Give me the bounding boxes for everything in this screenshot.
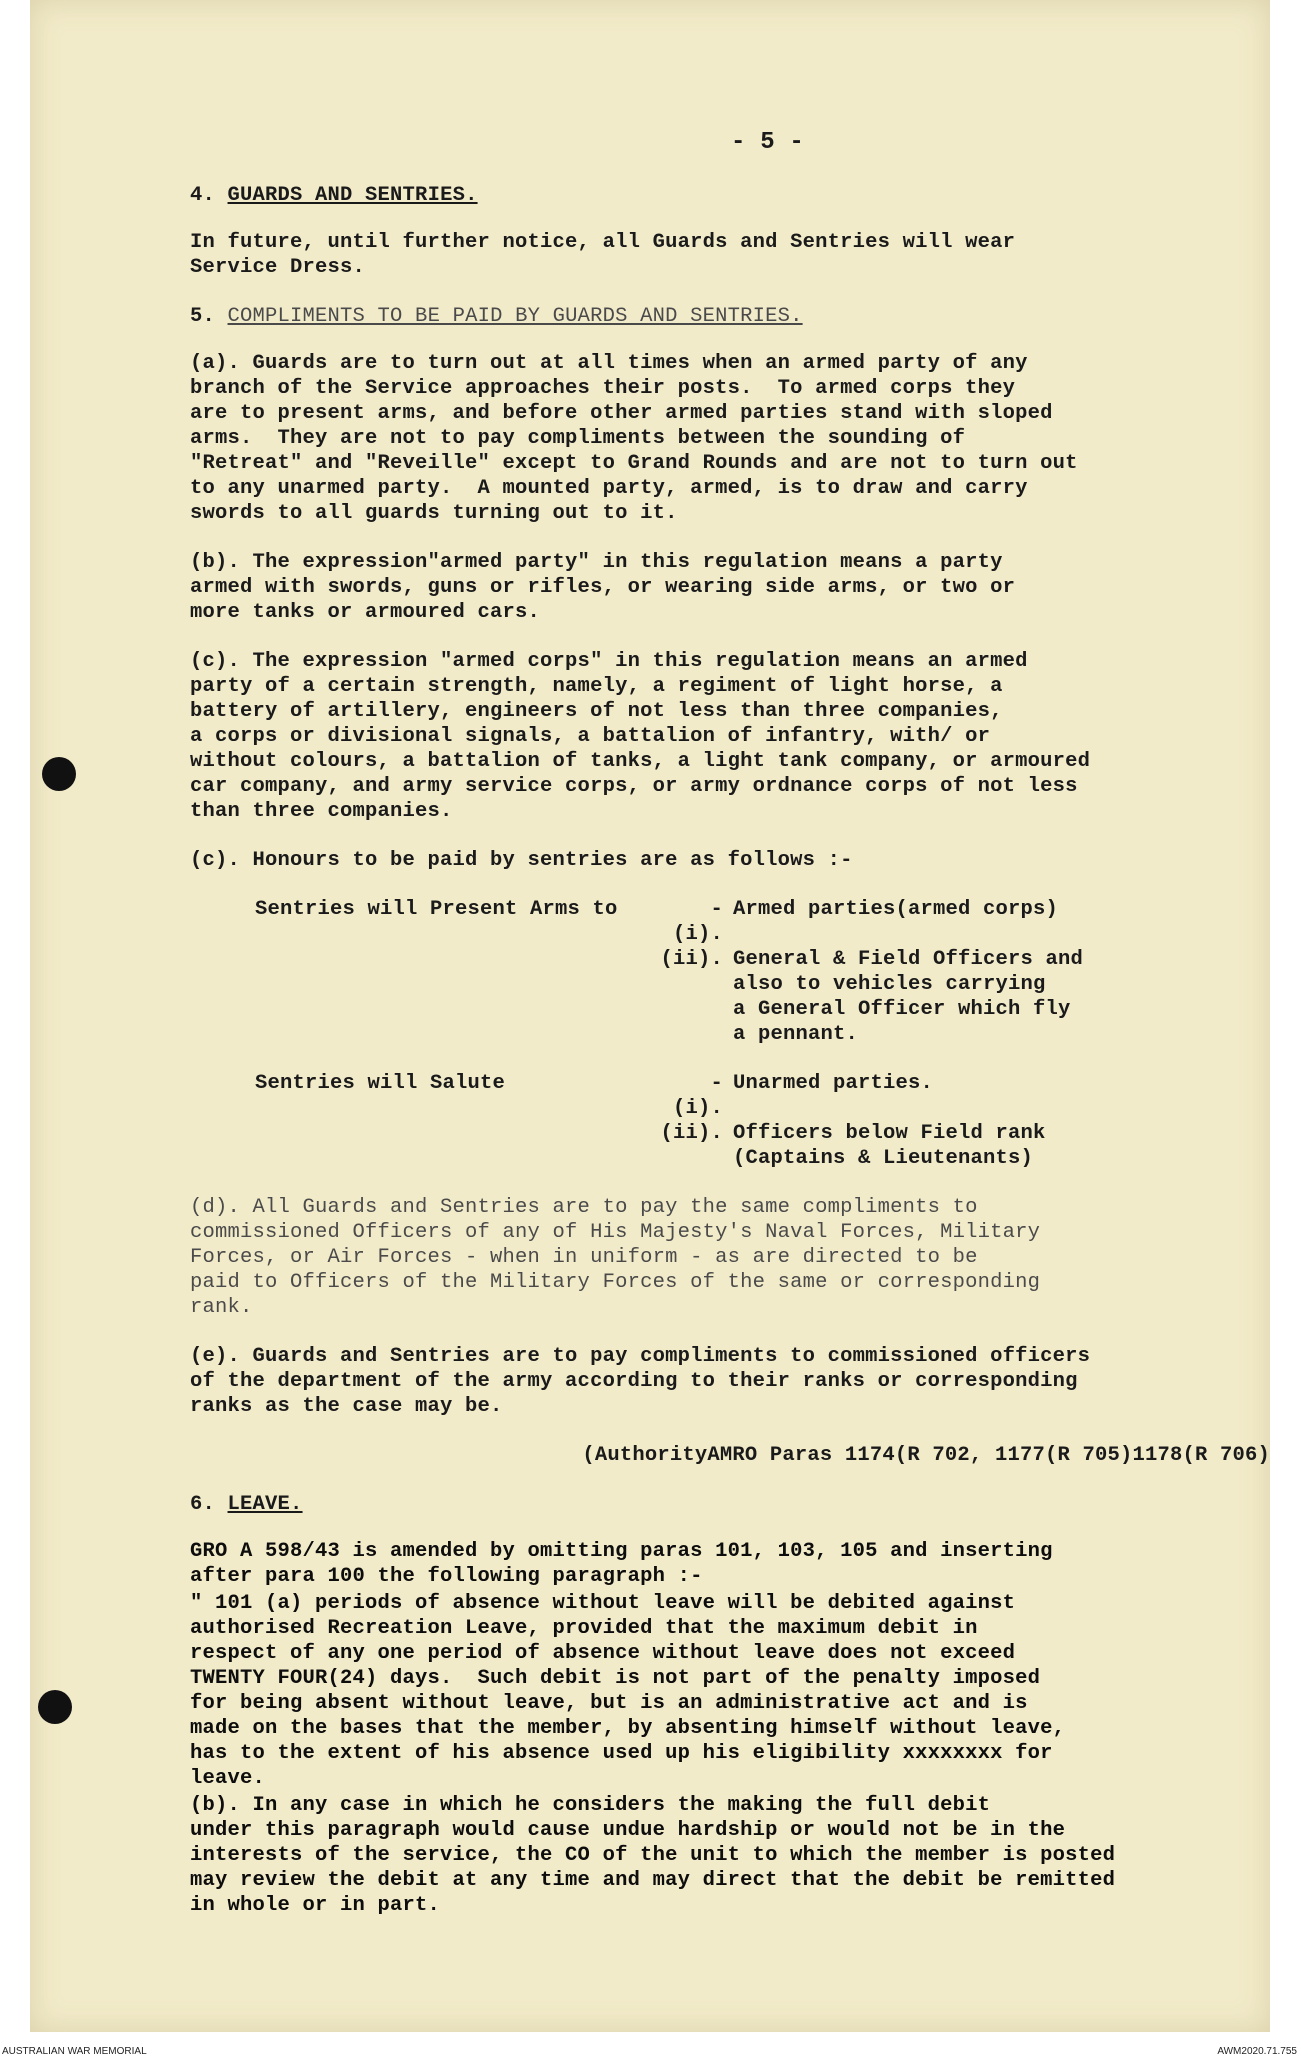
document-page (30, 0, 1270, 2032)
page-number: - 5 - (730, 129, 804, 156)
section-6-para-a: " 101 (a) periods of absence without leave will be debited against authorised Recreation Leave, provided that the maximum debit in respect of any one period of absence without leave does not exceed TWENTY FOUR(24) days. Such debit is not part of the penalty imposed for being absent without leave, but is an administrative act and is made on the bases that the member, by absenting himself without leave, has to the extent of his absence used up his eligibility xxxxxxxx for leave. (190, 1592, 1066, 1790)
section-5-para-e: (e). Guards and Sentries are to pay compliments to commissioned officers of the department of the army according to their ranks or corresponding ranks as the case may be. (190, 1345, 1091, 1418)
section-6-heading: 6. LEAVE. (190, 1493, 303, 1516)
honours-row: (ii). Officers below Field rank (Captains & Lieutenants) (660, 1122, 1046, 1170)
section-5-para-d: (d). All Guards and Sentries are to pay the same compliments to commissioned Officers of any of His Majesty's Naval Forces, Military Forces, or Air Forces - when in uniform - as are directed to be paid to Officers of the Military Forces of the same or corresponding rank. (190, 1196, 1041, 1319)
honours-row: Sentries will Salute - (i). Unarmed parties. (255, 1072, 934, 1120)
section-5-para-a: (a). Guards are to turn out at all times when an armed party of any branch of the Service approaches their posts. To armed corps they are to present arms, and before other armed parties stand with sloped arms. They are not to pay compliments between the sounding of "Retreat" and "Reveille" except to Grand Rounds and are not to turn out to any unarmed party. A mounted party, armed, is to draw and carry swords to all guards turning out to it. (190, 352, 1078, 525)
section-5-heading: 5. COMPLIMENTS TO BE PAID BY GUARDS AND SENTRIES. (190, 305, 803, 328)
section-6-intro: GRO A 598/43 is amended by omitting paras 101, 103, 105 and inserting after para 100 the following paragraph :- (190, 1540, 1053, 1588)
section-6-body (190, 1539, 1270, 1918)
authority-line: (AuthorityAMRO Paras 1174(R 702, 1177(R 705)1178(R 706) (582, 1444, 1270, 1467)
punch-hole-bottom (38, 1690, 72, 1724)
typed-text (190, 130, 1270, 1920)
punch-hole-top (42, 757, 76, 791)
archive-reference: AWM2020.71.755 (1217, 2046, 1297, 2057)
honours-row: Sentries will Present Arms to - (i). Armed parties(armed corps) (255, 898, 1059, 946)
section-4-title: GUARDS AND SENTRIES. (227, 184, 478, 207)
section-4-heading: 4. GUARDS AND SENTRIES. (190, 184, 478, 207)
archive-footer (0, 2040, 1301, 2061)
archive-name: AUSTRALIAN WAR MEMORIAL (2, 2046, 147, 2057)
honours-table (190, 897, 1270, 1171)
honours-row: (ii). General & Field Officers and also to vehicles carrying a General Officer which fly a pennant. (660, 948, 1084, 1046)
section-5-para-c2-intro: (c). Honours to be paid by sentries are as follows :- (190, 849, 853, 872)
section-5-title: COMPLIMENTS TO BE PAID BY GUARDS AND SENTRIES. (227, 305, 803, 328)
section-5-para-b: (b). The expression"armed party" in this regulation means a party armed with swords, guns or rifles, or wearing side arms, or two or more tanks or armoured cars. (190, 551, 1016, 624)
section-5-para-c1: (c). The expression "armed corps" in this regulation means an armed party of a certain strength, namely, a regiment of light horse, a battery of artillery, engineers of not less than three companies, a corps or divisional signals, a battalion of infantry, with/ or without colours, a battalion of tanks, a light tank company, or armoured car company, and army service corps, or army ordnance corps of not less than three companies. (190, 650, 1091, 823)
section-6-title: LEAVE. (227, 1493, 303, 1516)
section-4-body: In future, until further notice, all Guards and Sentries will wear Service Dress. (190, 231, 1016, 279)
section-6-para-b: (b). In any case in which he considers the making the full debit under this paragraph would cause undue hardship or would not be in the interests of the service, the CO of the unit to which the member is posted may review the debit at any time and may direct that the debit be remitted in whole or in part. (190, 1794, 1116, 1917)
